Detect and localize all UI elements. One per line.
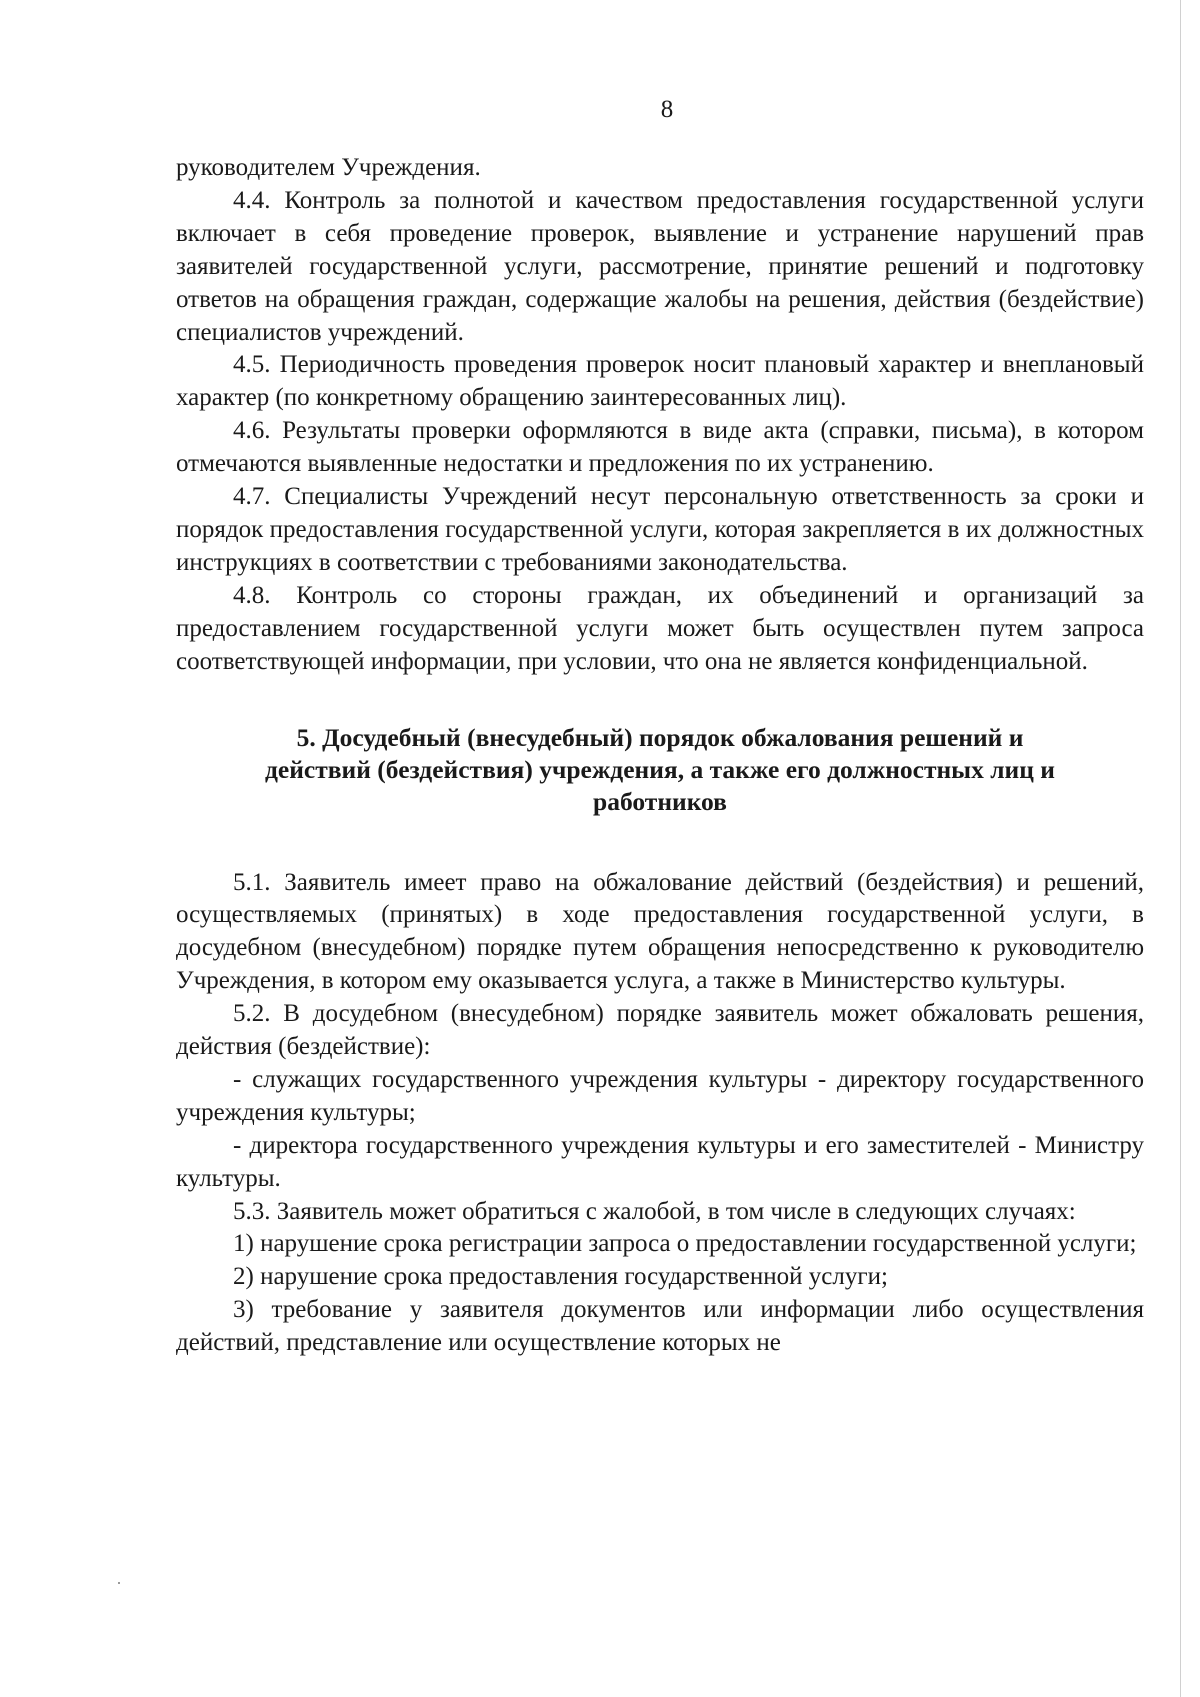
section-4-paragraphs — [176, 152, 1144, 679]
document-body — [176, 152, 1144, 1360]
paragraph-4-7: 4.7. Специалисты Учреждений несут персональную ответственность за сроки и порядок предоставления государственной услуги, которая закрепляется в их должностных инструкциях в соответствии с требованиями законодательства. — [176, 483, 1144, 576]
section-5-heading — [176, 722, 1144, 818]
paragraph-5-2: 5.2. В досудебном (внесудебном) порядке заявитель может обжаловать решения, действия (бездействие): — [176, 1000, 1144, 1061]
scan-speck — [118, 1582, 120, 1584]
paragraph-4-5: 4.5. Периодичность проведения проверок носит плановый характер и внеплановый характер (по конкретному обращению заинтересованных лиц). — [176, 351, 1144, 412]
paragraph-5-2-a: - служащих государственного учреждения культуры - директору государственного учреждения культуры; — [176, 1065, 1144, 1126]
paragraph-4-4: 4.4. Контроль за полнотой и качеством предоставления государственной услуги включает в себя проведение проверок, выявление и устранение нарушений прав заявителей государственной услуги, рассмотрение, принятие решений и подготовку ответов на обращения граждан, содержащие жалобы на решения, действия (бездействие) специалистов учреждений. — [176, 186, 1144, 346]
paragraph-5-3: 5.3. Заявитель может обратиться с жалобой, в том числе в следующих случаях: — [233, 1197, 1076, 1225]
page-number: 8 — [660, 96, 674, 123]
paragraph-5-3-2: 2) нарушение срока предоставления государственной услуги; — [233, 1263, 888, 1291]
paragraph-4-8: 4.8. Контроль со стороны граждан, их объединений и организаций за предоставлением государственной услуги может быть осуществлен путем запроса соответствующей информации, при условии, что она не является конфиденциальной. — [176, 581, 1144, 675]
paragraph-5-2-b: - директора государственного учреждения культуры и его заместителей - Министру культуры. — [176, 1131, 1144, 1192]
section-heading-line: действий (бездействия) учреждения, а также его должностных лиц и — [265, 754, 1055, 784]
paragraph-5-3-1: 1) нарушение срока регистрации запроса о предоставлении государственной услуги; — [233, 1230, 1137, 1258]
paragraph-cont: руководителем Учреждения. — [176, 154, 481, 181]
section-heading-line: 5. Досудебный (внесудебный) порядок обжалования решений и — [296, 722, 1024, 752]
scan-edge-line — [1180, 0, 1181, 1697]
paragraph-5-3-3: 3) требование у заявителя документов или информации либо осуществления действий, представление или осуществление которых не — [176, 1296, 1144, 1357]
section-5-paragraphs — [176, 867, 1144, 1361]
section-heading-line: работников — [593, 786, 727, 816]
paragraph-4-6: 4.6. Результаты проверки оформляются в виде акта (справки, письма), в котором отмечаются выявленные недостатки и предложения по их устранению. — [176, 417, 1144, 478]
paragraph-5-1: 5.1. Заявитель имеет право на обжалование действий (бездействия) и решений, осуществляемых (принятых) в ходе предоставления государственной услуги, в досудебном (внесудебном) порядке путем обращения непосредственно к руководителю Учреждения, в котором ему оказывается услуга, а также в Министерство культуры. — [176, 868, 1144, 995]
